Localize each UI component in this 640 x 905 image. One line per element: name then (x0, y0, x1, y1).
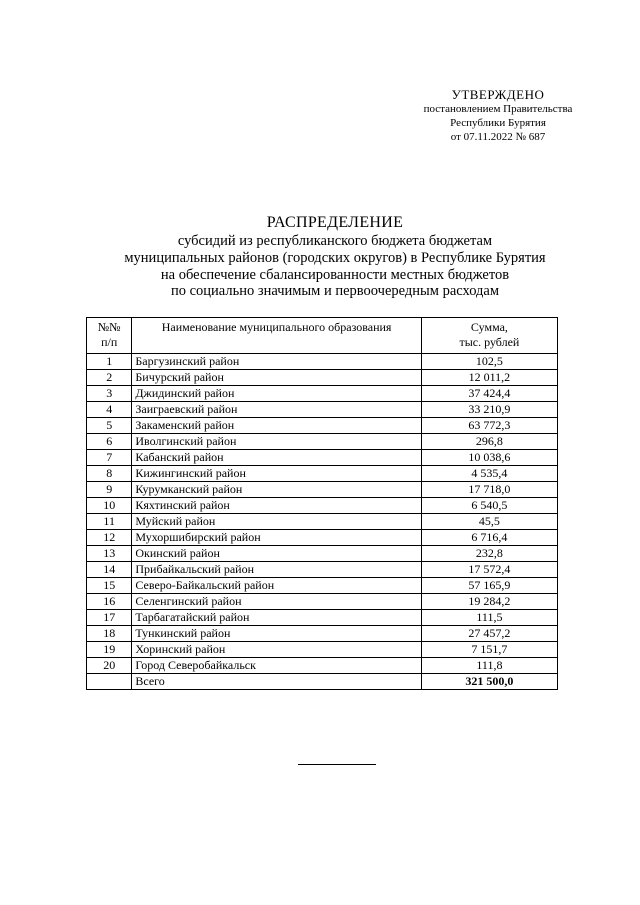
row-sum: 7 151,7 (421, 642, 557, 658)
row-number: 17 (87, 610, 132, 626)
row-number: 9 (87, 482, 132, 498)
table-row (87, 594, 558, 610)
row-sum: 57 165,9 (421, 578, 557, 594)
row-name: Мухоршибирский район (132, 530, 421, 546)
table-row (87, 466, 558, 482)
row-name: Иволгинский район (132, 434, 421, 450)
row-number: 1 (87, 354, 132, 370)
row-sum: 33 210,9 (421, 402, 557, 418)
row-name: Кабанский район (132, 450, 421, 466)
row-sum: 10 038,6 (421, 450, 557, 466)
document-heading (60, 213, 610, 300)
row-number: 11 (87, 514, 132, 530)
row-sum: 111,5 (421, 610, 557, 626)
header-number (87, 318, 132, 354)
distribution-table (86, 317, 558, 690)
row-number: 5 (87, 418, 132, 434)
row-name: Муйский район (132, 514, 421, 530)
total-sum: 321 500,0 (421, 674, 557, 690)
row-sum: 296,8 (421, 434, 557, 450)
total-number-empty (87, 674, 132, 690)
row-sum: 6 716,4 (421, 530, 557, 546)
row-number: 2 (87, 370, 132, 386)
row-name: Селенгинский район (132, 594, 421, 610)
table-row (87, 370, 558, 386)
table-row (87, 418, 558, 434)
row-number: 7 (87, 450, 132, 466)
row-name: Курумканский район (132, 482, 421, 498)
row-sum: 45,5 (421, 514, 557, 530)
approval-title: УТВЕРЖДЕНО (451, 87, 545, 102)
table-row (87, 626, 558, 642)
row-name: Прибайкальский район (132, 562, 421, 578)
row-name: Тарбагатайский район (132, 610, 421, 626)
row-name: Джидинский район (132, 386, 421, 402)
row-sum: 17 572,4 (421, 562, 557, 578)
row-number: 4 (87, 402, 132, 418)
table-row (87, 386, 558, 402)
table-row (87, 402, 558, 418)
table-row (87, 514, 558, 530)
table-row (87, 530, 558, 546)
row-sum: 19 284,2 (421, 594, 557, 610)
header-name: Наименование муниципального образования (132, 318, 421, 354)
document-subtitle-line-1: субсидий из республиканского бюджета бюджетам (177, 233, 493, 249)
row-number: 14 (87, 562, 132, 578)
table-row (87, 642, 558, 658)
row-number: 10 (87, 498, 132, 514)
approval-line-1: постановлением Правительства (423, 103, 573, 115)
row-name: Кяхтинский район (132, 498, 421, 514)
row-name: Кижингинский район (132, 466, 421, 482)
row-name: Заиграевский район (132, 402, 421, 418)
row-sum: 37 424,4 (421, 386, 557, 402)
header-sum (421, 318, 557, 354)
approval-stamp-block (408, 88, 588, 144)
row-number: 8 (87, 466, 132, 482)
table-row (87, 450, 558, 466)
table-row (87, 658, 558, 674)
table-row (87, 610, 558, 626)
row-sum: 12 011,2 (421, 370, 557, 386)
row-number: 16 (87, 594, 132, 610)
row-name: Хоринский район (132, 642, 421, 658)
row-sum: 102,5 (421, 354, 557, 370)
table-total-row (87, 674, 558, 690)
table-row (87, 354, 558, 370)
row-name: Город Северобайкальск (132, 658, 421, 674)
row-number: 3 (87, 386, 132, 402)
row-sum: 6 540,5 (421, 498, 557, 514)
header-number-line-2: п/п (101, 335, 118, 349)
row-sum: 232,8 (421, 546, 557, 562)
row-sum: 27 457,2 (421, 626, 557, 642)
header-number-line-1: №№ (97, 320, 121, 334)
table-row (87, 546, 558, 562)
row-name: Бичурский район (132, 370, 421, 386)
row-number: 19 (87, 642, 132, 658)
row-number: 13 (87, 546, 132, 562)
header-sum-line-1: Сумма, (470, 320, 508, 334)
row-sum: 4 535,4 (421, 466, 557, 482)
total-label: Всего (132, 674, 421, 690)
row-number: 18 (87, 626, 132, 642)
table-row (87, 482, 558, 498)
row-sum: 17 718,0 (421, 482, 557, 498)
table-header-row (87, 318, 558, 354)
document-subtitle-line-4: по социально значимым и первоочередным расходам (170, 283, 500, 300)
row-name: Северо-Байкальский район (132, 578, 421, 594)
row-name: Тункинский район (132, 626, 421, 642)
row-sum: 63 772,3 (421, 418, 557, 434)
document-title: РАСПРЕДЕЛЕНИЕ (266, 214, 404, 231)
table-row (87, 498, 558, 514)
row-name: Закаменский район (132, 418, 421, 434)
row-name: Баргузинский район (132, 354, 421, 370)
row-sum: 111,8 (421, 658, 557, 674)
table-row (87, 578, 558, 594)
document-subtitle-line-2: муниципальных районов (городских округов) в Республике Бурятия (124, 249, 546, 266)
row-name: Окинский район (132, 546, 421, 562)
row-number: 15 (87, 578, 132, 594)
table-row (87, 434, 558, 450)
table-row (87, 562, 558, 578)
header-sum-line-2: тыс. рублей (459, 335, 520, 349)
row-number: 6 (87, 434, 132, 450)
footer-divider (298, 764, 376, 765)
document-subtitle-line-3: на обеспечение сбалансированности местных бюджетов (160, 266, 510, 283)
row-number: 20 (87, 658, 132, 674)
approval-line-3: от 07.11.2022 № 687 (450, 131, 546, 143)
approval-line-2: Республики Бурятия (450, 117, 546, 129)
row-number: 12 (87, 530, 132, 546)
